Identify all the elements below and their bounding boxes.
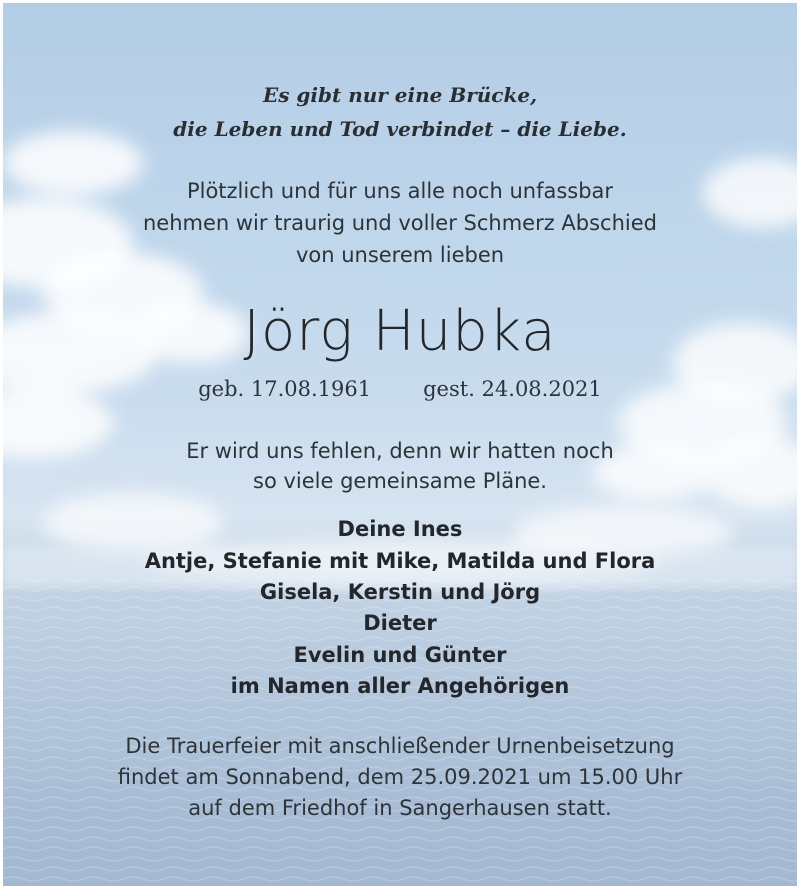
mourning-line-1: Er wird uns fehlen, denn wir hatten noch: [186, 439, 614, 463]
service-line-3: auf dem Friedhof in Sangerhausen statt.: [188, 796, 612, 820]
family-line: Dieter: [363, 611, 437, 635]
family-line: Gisela, Kerstin und Jörg: [259, 580, 541, 604]
family-line: Evelin und Günter: [293, 643, 507, 667]
service-line-2: findet am Sonnabend, dem 25.09.2021 um 15.00 Uhr: [117, 765, 683, 789]
family-line: im Namen aller Angehörigen: [230, 674, 570, 698]
intro-line-1: Plötzlich und für uns alle noch unfassbar: [186, 179, 614, 203]
family-line: Antje, Stefanie mit Mike, Matilda und Flora: [144, 549, 656, 573]
family-line: Deine Ines: [337, 517, 463, 541]
obituary-notice: [3, 3, 797, 886]
death-date: gest. 24.08.2021: [423, 377, 602, 401]
quote-line-1: Es gibt nur eine Brücke,: [262, 83, 538, 107]
intro-line-3: von unserem lieben: [295, 243, 505, 267]
birth-date: geb. 17.08.1961: [198, 377, 372, 401]
intro-line-2: nehmen wir traurig und voller Schmerz Abschied: [142, 211, 657, 235]
mourning-line-2: so viele gemeinsame Pläne.: [253, 469, 547, 493]
deceased-name: Jörg Hubka: [243, 299, 557, 364]
service-line-1: Die Trauerfeier mit anschließender Urnenbeisetzung: [125, 734, 675, 758]
life-dates: [3, 377, 797, 401]
quote-line-2: die Leben und Tod verbindet – die Liebe.: [173, 117, 627, 141]
